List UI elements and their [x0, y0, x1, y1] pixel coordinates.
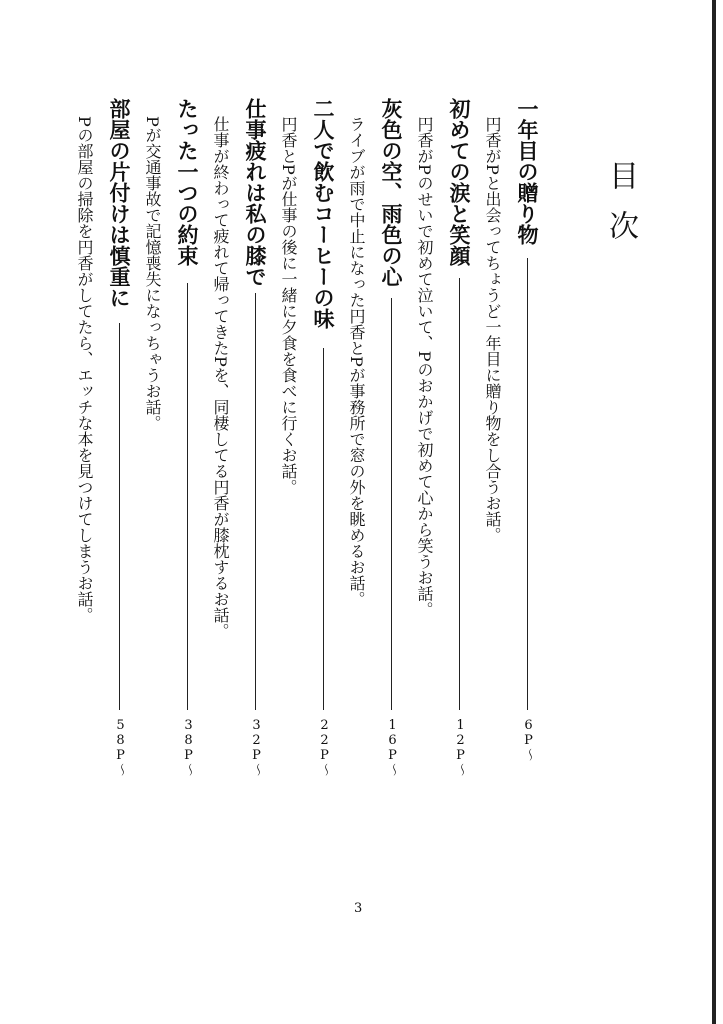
leader-line: [187, 283, 188, 710]
toc-entry[interactable]: [68, 98, 134, 778]
toc-entry[interactable]: [476, 98, 542, 778]
leader-line: [119, 323, 120, 710]
toc-entry[interactable]: [272, 98, 338, 778]
toc-entry[interactable]: [204, 98, 270, 778]
leader-line: [255, 293, 256, 710]
page-number: 3: [354, 901, 363, 916]
chapter-description: 円香がPのせいで初めて泣いて、Pのおかげで初めて心から笑うお話。: [415, 116, 434, 618]
chapter-title[interactable]: 仕事疲れは私の膝で: [243, 98, 268, 287]
chapter-description: ライブが雨で中止になった円香とPが事務所で窓の外を眺めるお話。: [347, 116, 366, 607]
chapter-page-ref[interactable]: 16P〜: [385, 718, 400, 776]
chapter-description: Pが交通事故で記憶喪失になっちゃうお話。: [143, 116, 162, 431]
chapter-description: 仕事が終わって疲れて帰ってきたPを、同棲してる円香が膝枕するお話。: [211, 116, 230, 639]
chapter-title[interactable]: 部屋の片付けは慎重に: [107, 98, 132, 308]
chapter-page-ref[interactable]: 38P〜: [181, 718, 196, 776]
chapter-page-ref[interactable]: 12P〜: [453, 718, 468, 776]
chapter-description: 円香がPと出会ってちょうど一年目に贈り物をし合うお話。: [483, 116, 502, 543]
leader-line: [527, 258, 528, 710]
leader-line: [459, 278, 460, 710]
page-edge-divider: [712, 0, 716, 1024]
chapter-title[interactable]: 二人で飲むコーヒーの味: [311, 98, 336, 329]
chapter-page-ref[interactable]: 32P〜: [249, 718, 264, 776]
leader-line: [391, 298, 392, 710]
chapter-page-ref[interactable]: 58P〜: [113, 718, 128, 776]
chapter-description: Pの部屋の掃除を円香がしてたら、エッチな本を見つけてしまうお話。: [75, 116, 94, 623]
chapter-title[interactable]: たった一つの約束: [175, 98, 200, 266]
chapter-page-ref[interactable]: 6P〜: [521, 718, 536, 761]
chapter-page-ref[interactable]: 22P〜: [317, 718, 332, 776]
chapter-title[interactable]: 一年目の贈り物: [515, 98, 540, 245]
toc-entry[interactable]: [136, 98, 202, 778]
leader-line: [323, 348, 324, 710]
chapter-description: 円香とPが仕事の後に一緒に夕食を食べに行くお話。: [279, 116, 298, 495]
toc-entry[interactable]: [408, 98, 474, 778]
chapter-title[interactable]: 灰色の空、雨色の心: [379, 98, 404, 287]
toc-title: 目次: [603, 160, 638, 260]
toc-entry[interactable]: [340, 98, 406, 778]
chapter-title[interactable]: 初めての涙と笑顔: [447, 98, 472, 266]
